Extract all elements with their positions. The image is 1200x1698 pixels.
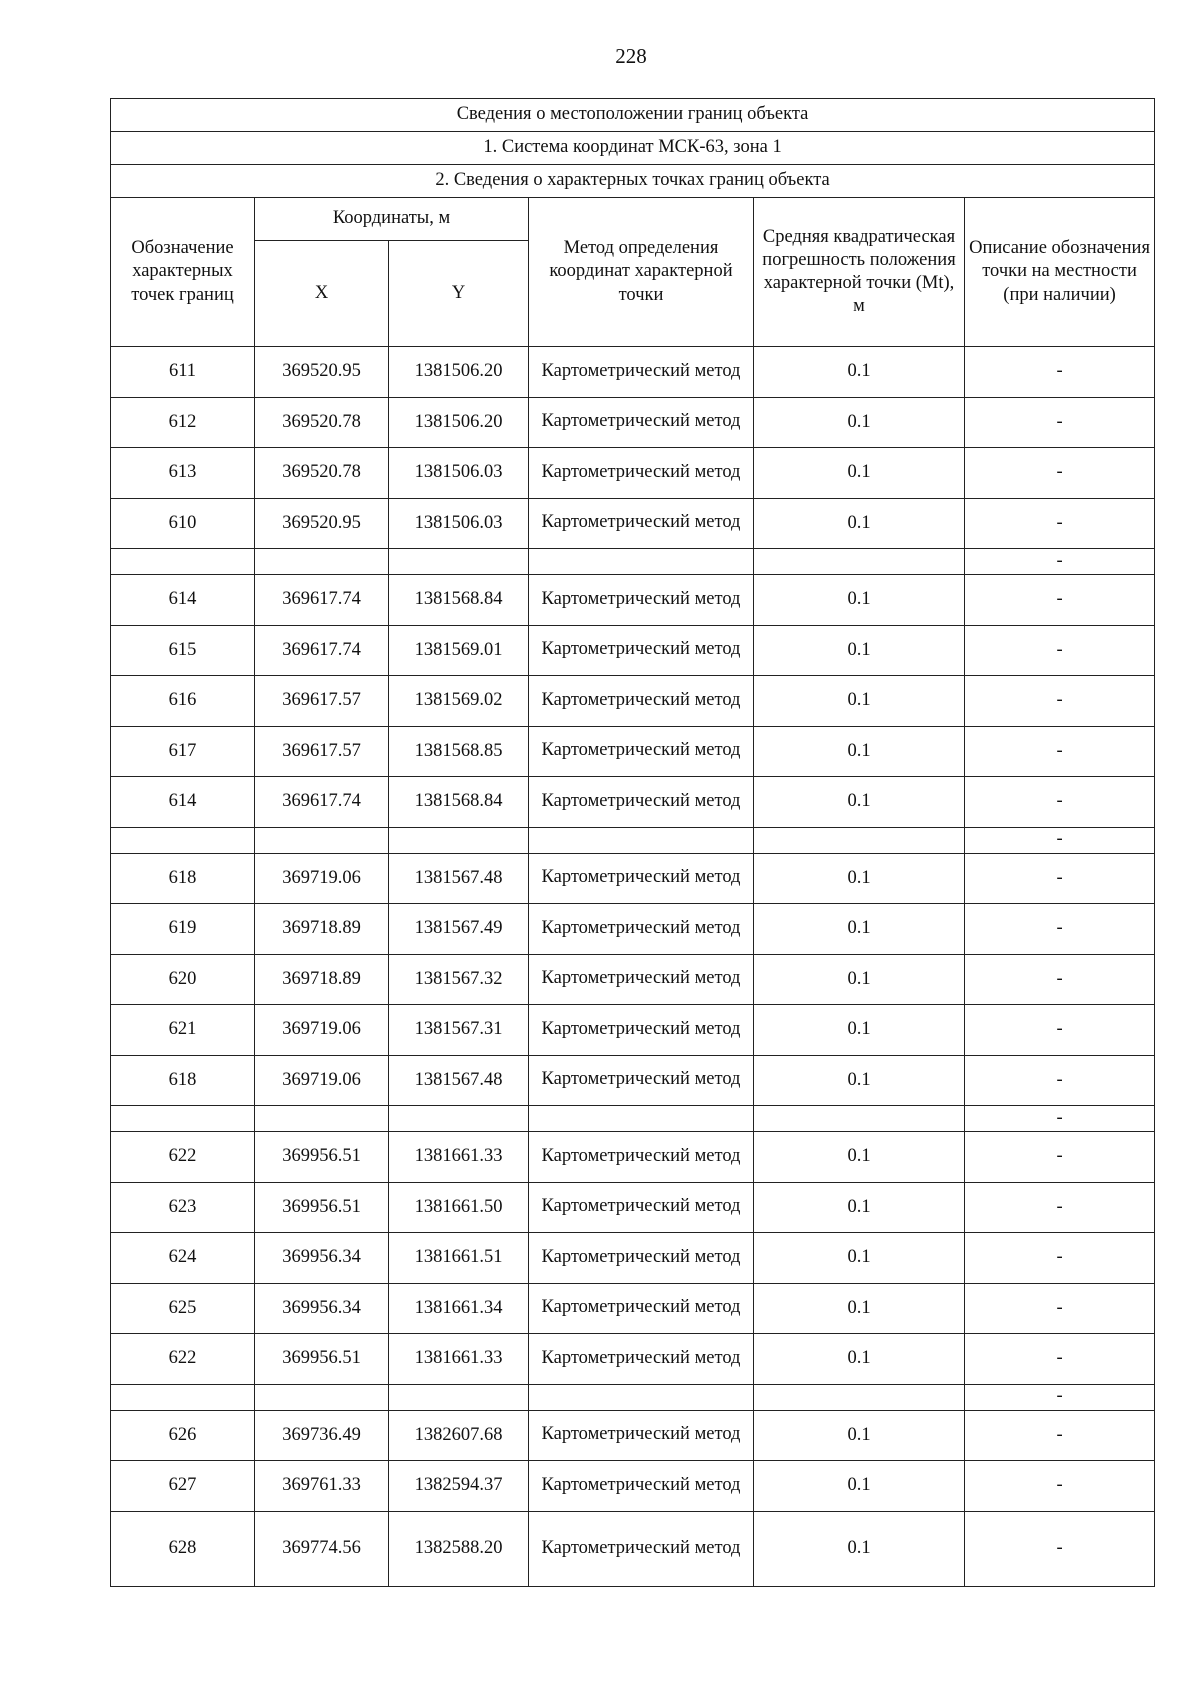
cell-point bbox=[111, 549, 255, 575]
cell-description: - bbox=[965, 549, 1155, 575]
cell-method: Картометрический метод bbox=[529, 1055, 754, 1106]
table-row bbox=[111, 347, 1155, 398]
cell-y: 1381567.31 bbox=[389, 1005, 529, 1056]
cell-x: 369956.51 bbox=[255, 1182, 389, 1233]
cell-mt bbox=[754, 827, 965, 853]
table-row bbox=[111, 397, 1155, 448]
cell-description: - bbox=[965, 904, 1155, 955]
column-header-y: Y bbox=[389, 241, 529, 347]
cell-description: - bbox=[965, 827, 1155, 853]
cell-y: 1382607.68 bbox=[389, 1410, 529, 1461]
column-header-description: Описание обозначения точки на местности (при наличии) bbox=[965, 198, 1155, 347]
cell-mt: 0.1 bbox=[754, 954, 965, 1005]
cell-mt: 0.1 bbox=[754, 1005, 965, 1056]
cell-x: 369719.06 bbox=[255, 1005, 389, 1056]
cell-description: - bbox=[965, 397, 1155, 448]
cell-y: 1382594.37 bbox=[389, 1461, 529, 1512]
column-header-point: Обозначение характерных точек границ bbox=[111, 198, 255, 347]
cell-point: 610 bbox=[111, 498, 255, 549]
column-header-method: Метод определения координат характерной точки bbox=[529, 198, 754, 347]
cell-description: - bbox=[965, 676, 1155, 727]
cell-method: Картометрический метод bbox=[529, 1132, 754, 1183]
table-row bbox=[111, 1334, 1155, 1385]
cell-x: 369520.95 bbox=[255, 347, 389, 398]
table-row bbox=[111, 1410, 1155, 1461]
column-header-x: X bbox=[255, 241, 389, 347]
table-row bbox=[111, 1511, 1155, 1586]
cell-x: 369718.89 bbox=[255, 954, 389, 1005]
cell-mt: 0.1 bbox=[754, 1511, 965, 1586]
table-row bbox=[111, 1132, 1155, 1183]
table-row bbox=[111, 448, 1155, 499]
cell-x: 369719.06 bbox=[255, 853, 389, 904]
cell-y bbox=[389, 1106, 529, 1132]
cell-description: - bbox=[965, 1106, 1155, 1132]
cell-point bbox=[111, 1384, 255, 1410]
cell-point: 618 bbox=[111, 1055, 255, 1106]
cell-point: 621 bbox=[111, 1005, 255, 1056]
table-row bbox=[111, 1283, 1155, 1334]
cell-description: - bbox=[965, 777, 1155, 828]
cell-mt: 0.1 bbox=[754, 1283, 965, 1334]
cell-method: Картометрический метод bbox=[529, 853, 754, 904]
cell-y: 1381567.48 bbox=[389, 853, 529, 904]
cell-description: - bbox=[965, 1233, 1155, 1284]
cell-y bbox=[389, 549, 529, 575]
cell-mt: 0.1 bbox=[754, 777, 965, 828]
cell-mt: 0.1 bbox=[754, 498, 965, 549]
cell-mt: 0.1 bbox=[754, 726, 965, 777]
column-header-error: Средняя квадратическая погрешность положения характерной точки (Mt), м bbox=[754, 198, 965, 347]
cell-description: - bbox=[965, 1182, 1155, 1233]
table-row bbox=[111, 1182, 1155, 1233]
cell-point: 624 bbox=[111, 1233, 255, 1284]
cell-y: 1381506.20 bbox=[389, 397, 529, 448]
cell-x: 369956.34 bbox=[255, 1283, 389, 1334]
cell-y: 1381661.51 bbox=[389, 1233, 529, 1284]
cell-mt: 0.1 bbox=[754, 575, 965, 626]
table-body bbox=[111, 347, 1155, 1587]
cell-point: 614 bbox=[111, 575, 255, 626]
cell-mt: 0.1 bbox=[754, 904, 965, 955]
coordinate-system-heading: 1. Система координат МСК-63, зона 1 bbox=[111, 132, 1155, 165]
cell-description: - bbox=[965, 1005, 1155, 1056]
cell-point: 611 bbox=[111, 347, 255, 398]
cell-point: 625 bbox=[111, 1283, 255, 1334]
cell-description: - bbox=[965, 1055, 1155, 1106]
cell-point bbox=[111, 827, 255, 853]
cell-y: 1381661.50 bbox=[389, 1182, 529, 1233]
cell-y: 1381506.03 bbox=[389, 498, 529, 549]
cell-x bbox=[255, 1106, 389, 1132]
cell-mt: 0.1 bbox=[754, 1132, 965, 1183]
cell-method: Картометрический метод bbox=[529, 954, 754, 1005]
cell-y: 1381506.20 bbox=[389, 347, 529, 398]
cell-description: - bbox=[965, 1132, 1155, 1183]
cell-point bbox=[111, 1106, 255, 1132]
cell-description: - bbox=[965, 1511, 1155, 1586]
separator-row bbox=[111, 1106, 1155, 1132]
cell-point: 616 bbox=[111, 676, 255, 727]
table-row bbox=[111, 1461, 1155, 1512]
cell-method: Картометрический метод bbox=[529, 1283, 754, 1334]
cell-x: 369774.56 bbox=[255, 1511, 389, 1586]
table-row bbox=[111, 853, 1155, 904]
cell-description: - bbox=[965, 853, 1155, 904]
cell-mt: 0.1 bbox=[754, 347, 965, 398]
cell-point: 614 bbox=[111, 777, 255, 828]
cell-point: 628 bbox=[111, 1511, 255, 1586]
cell-point: 615 bbox=[111, 625, 255, 676]
table-row bbox=[111, 625, 1155, 676]
cell-description: - bbox=[965, 498, 1155, 549]
cell-x: 369718.89 bbox=[255, 904, 389, 955]
cell-y: 1381569.01 bbox=[389, 625, 529, 676]
cell-mt: 0.1 bbox=[754, 448, 965, 499]
cell-method bbox=[529, 827, 754, 853]
cell-method: Картометрический метод bbox=[529, 1511, 754, 1586]
table-header bbox=[111, 99, 1155, 347]
cell-method: Картометрический метод bbox=[529, 448, 754, 499]
cell-point: 626 bbox=[111, 1410, 255, 1461]
cell-x: 369617.57 bbox=[255, 676, 389, 727]
cell-method: Картометрический метод bbox=[529, 575, 754, 626]
cell-point: 613 bbox=[111, 448, 255, 499]
cell-method: Картометрический метод bbox=[529, 726, 754, 777]
cell-method: Картометрический метод bbox=[529, 1182, 754, 1233]
cell-method: Картометрический метод bbox=[529, 1461, 754, 1512]
cell-description: - bbox=[965, 1461, 1155, 1512]
cell-point: 627 bbox=[111, 1461, 255, 1512]
cell-mt: 0.1 bbox=[754, 1182, 965, 1233]
cell-mt: 0.1 bbox=[754, 1334, 965, 1385]
cell-mt: 0.1 bbox=[754, 1233, 965, 1284]
cell-mt bbox=[754, 1106, 965, 1132]
cell-mt: 0.1 bbox=[754, 397, 965, 448]
cell-method bbox=[529, 549, 754, 575]
cell-point: 619 bbox=[111, 904, 255, 955]
cell-y: 1381661.33 bbox=[389, 1334, 529, 1385]
cell-description: - bbox=[965, 448, 1155, 499]
cell-description: - bbox=[965, 1384, 1155, 1410]
cell-x: 369617.57 bbox=[255, 726, 389, 777]
cell-method: Картометрический метод bbox=[529, 1410, 754, 1461]
cell-x: 369956.34 bbox=[255, 1233, 389, 1284]
cell-method: Картометрический метод bbox=[529, 1233, 754, 1284]
separator-row bbox=[111, 827, 1155, 853]
cell-method bbox=[529, 1384, 754, 1410]
cell-x bbox=[255, 827, 389, 853]
cell-mt bbox=[754, 1384, 965, 1410]
cell-method: Картометрический метод bbox=[529, 347, 754, 398]
cell-x: 369761.33 bbox=[255, 1461, 389, 1512]
cell-mt: 0.1 bbox=[754, 853, 965, 904]
cell-mt: 0.1 bbox=[754, 625, 965, 676]
cell-point: 617 bbox=[111, 726, 255, 777]
cell-mt: 0.1 bbox=[754, 1461, 965, 1512]
cell-x bbox=[255, 549, 389, 575]
cell-description: - bbox=[965, 575, 1155, 626]
cell-point: 618 bbox=[111, 853, 255, 904]
separator-row bbox=[111, 549, 1155, 575]
cell-y: 1381568.85 bbox=[389, 726, 529, 777]
table-row bbox=[111, 498, 1155, 549]
cell-method: Картометрический метод bbox=[529, 397, 754, 448]
table-row bbox=[111, 1233, 1155, 1284]
cell-method: Картометрический метод bbox=[529, 498, 754, 549]
cell-x: 369736.49 bbox=[255, 1410, 389, 1461]
table-row bbox=[111, 1005, 1155, 1056]
cell-description: - bbox=[965, 625, 1155, 676]
cell-y: 1382588.20 bbox=[389, 1511, 529, 1586]
table-row bbox=[111, 726, 1155, 777]
table-row bbox=[111, 676, 1155, 727]
cell-y: 1381506.03 bbox=[389, 448, 529, 499]
cell-method: Картометрический метод bbox=[529, 777, 754, 828]
cell-description: - bbox=[965, 726, 1155, 777]
cell-mt: 0.1 bbox=[754, 676, 965, 727]
cell-description: - bbox=[965, 347, 1155, 398]
boundary-points-heading: 2. Сведения о характерных точках границ объекта bbox=[111, 165, 1155, 198]
cell-point: 623 bbox=[111, 1182, 255, 1233]
table-row bbox=[111, 777, 1155, 828]
cell-description: - bbox=[965, 1334, 1155, 1385]
cell-description: - bbox=[965, 1283, 1155, 1334]
cell-mt: 0.1 bbox=[754, 1410, 965, 1461]
page-number: 228 bbox=[615, 44, 647, 68]
table-row bbox=[111, 575, 1155, 626]
cell-point: 622 bbox=[111, 1132, 255, 1183]
cell-x: 369719.06 bbox=[255, 1055, 389, 1106]
cell-x: 369520.78 bbox=[255, 448, 389, 499]
cell-x: 369520.95 bbox=[255, 498, 389, 549]
cell-y: 1381567.48 bbox=[389, 1055, 529, 1106]
cell-point: 612 bbox=[111, 397, 255, 448]
cell-x: 369956.51 bbox=[255, 1132, 389, 1183]
cell-y: 1381568.84 bbox=[389, 777, 529, 828]
cell-method: Картометрический метод bbox=[529, 1334, 754, 1385]
cell-x: 369617.74 bbox=[255, 777, 389, 828]
cell-mt bbox=[754, 549, 965, 575]
cell-y bbox=[389, 1384, 529, 1410]
table-row bbox=[111, 1055, 1155, 1106]
cell-y: 1381569.02 bbox=[389, 676, 529, 727]
table-title: Сведения о местоположении границ объекта bbox=[111, 99, 1155, 132]
cell-y: 1381567.49 bbox=[389, 904, 529, 955]
cell-y: 1381661.33 bbox=[389, 1132, 529, 1183]
cell-y bbox=[389, 827, 529, 853]
cell-method: Картометрический метод bbox=[529, 1005, 754, 1056]
cell-x bbox=[255, 1384, 389, 1410]
cell-y: 1381661.34 bbox=[389, 1283, 529, 1334]
cell-method: Картометрический метод bbox=[529, 625, 754, 676]
cell-y: 1381568.84 bbox=[389, 575, 529, 626]
cell-method: Картометрический метод bbox=[529, 904, 754, 955]
table-row bbox=[111, 954, 1155, 1005]
cell-point: 620 bbox=[111, 954, 255, 1005]
column-header-coordinates: Координаты, м bbox=[255, 198, 529, 241]
table-row bbox=[111, 904, 1155, 955]
cell-method: Картометрический метод bbox=[529, 676, 754, 727]
cell-description: - bbox=[965, 954, 1155, 1005]
cell-method bbox=[529, 1106, 754, 1132]
cell-x: 369617.74 bbox=[255, 625, 389, 676]
cell-mt: 0.1 bbox=[754, 1055, 965, 1106]
cell-y: 1381567.32 bbox=[389, 954, 529, 1005]
cell-x: 369520.78 bbox=[255, 397, 389, 448]
boundary-points-table bbox=[110, 98, 1155, 1587]
cell-point: 622 bbox=[111, 1334, 255, 1385]
cell-x: 369617.74 bbox=[255, 575, 389, 626]
cell-description: - bbox=[965, 1410, 1155, 1461]
cell-x: 369956.51 bbox=[255, 1334, 389, 1385]
separator-row bbox=[111, 1384, 1155, 1410]
